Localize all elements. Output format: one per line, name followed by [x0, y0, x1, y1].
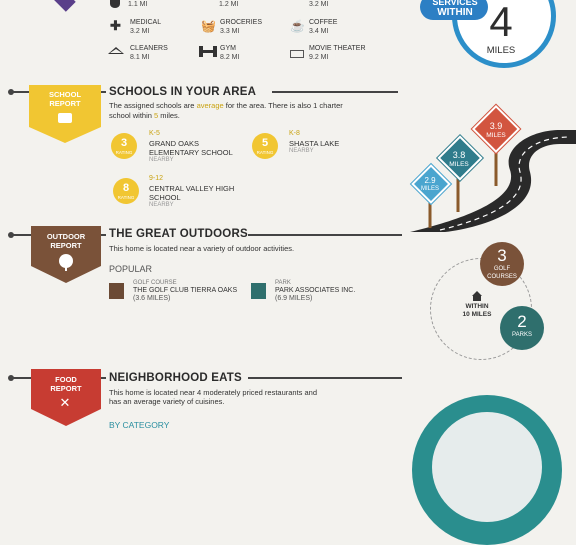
- services-within-label-2: WITHIN: [437, 7, 473, 18]
- outdoor-within-label: WITHIN: [465, 303, 489, 310]
- outdoor-rule-right: [248, 234, 402, 236]
- outdoor-description: This home is located near a variety of outdoor activities.: [109, 244, 295, 253]
- movie-ticket-icon: [290, 50, 304, 58]
- dumbbell-icon-right: [213, 46, 217, 57]
- school-grade-2: K-8: [289, 130, 300, 137]
- school-description: The assigned schools are average for the area. There is also 1 charter school within 5 miles.: [109, 101, 343, 120]
- school-badge-line2: REPORT: [49, 99, 81, 108]
- food-description-2: has an average variety of cuisines.: [109, 397, 225, 406]
- services-row1-value-1: 1.1 MI: [128, 1, 148, 8]
- school-nearby-3: NEARBY: [149, 202, 174, 208]
- distance-sign-3-8-unit: MILES: [449, 161, 469, 168]
- service-value-cleaners: 8.1 MI: [130, 54, 150, 61]
- service-label-movie-theater: MOVIE THEATER: [309, 45, 366, 52]
- outdoor-badge-line2: REPORT: [50, 241, 82, 250]
- services-row1-icon: [110, 0, 120, 8]
- food-rule-right: [248, 377, 402, 379]
- hanger-icon-inner: [110, 49, 122, 53]
- service-label-cleaners: CLEANERS: [130, 45, 168, 52]
- outdoor-popular-label: POPULAR: [109, 264, 153, 274]
- golf-icon: [109, 283, 124, 299]
- school-name-1b: ELEMENTARY SCHOOL: [149, 148, 233, 157]
- food-description-1: This home is located near 4 moderately priced restaurants and: [109, 388, 318, 397]
- service-label-groceries: GROCERIES: [220, 19, 263, 26]
- outdoor-section-title: THE GREAT OUTDOORS: [109, 228, 248, 240]
- outdoor-place-type-1: GOLF COURSE: [133, 280, 177, 286]
- services-within-label-1: SERVICES: [432, 0, 478, 7]
- school-name-3a: CENTRAL VALLEY HIGH: [149, 184, 235, 193]
- home-icon-body: [473, 296, 481, 301]
- food-category-chart-inner: [432, 412, 542, 522]
- distance-sign-2-9-num: 2.9: [424, 176, 436, 185]
- services-row1-value-2: 1.2 MI: [219, 1, 239, 8]
- school-nearby-2: NEARBY: [289, 148, 314, 154]
- golf-courses-label-2: COURSES: [487, 274, 517, 280]
- outdoor-place-name-1: THE GOLF CLUB TIERRA OAKS: [133, 287, 238, 294]
- distance-sign-3-9-num: 3.9: [489, 121, 503, 131]
- school-grade-3: 9-12: [149, 175, 164, 182]
- grocery-basket-icon: 🧺: [201, 19, 216, 33]
- school-name-3b: SCHOOL: [149, 193, 181, 202]
- outdoor-badge-line1: OUTDOOR: [46, 232, 86, 241]
- outdoor-place-dist-1: (3.6 MILES): [133, 295, 171, 302]
- service-value-coffee: 3.4 MI: [309, 28, 329, 35]
- parks-label: PARKS: [512, 332, 532, 338]
- food-section-title: NEIGHBORHOOD EATS: [109, 372, 242, 384]
- school-grade-1: K-5: [149, 130, 160, 137]
- services-within-unit: MILES: [486, 45, 516, 56]
- fork-knife-icon: ✕: [59, 395, 71, 410]
- school-rating-badge-2: 5 RATING: [252, 133, 278, 159]
- school-rule-right: [272, 91, 398, 93]
- school-nearby-1: NEARBY: [149, 157, 174, 163]
- service-label-coffee: COFFEE: [309, 19, 338, 26]
- outdoor-within-distance: 10 MILES: [462, 311, 492, 318]
- service-label-gym: GYM: [220, 45, 236, 52]
- tree-icon-trunk: [65, 266, 67, 271]
- food-badge-line2: REPORT: [50, 384, 82, 393]
- distance-sign-3-8-num: 3.8: [452, 150, 466, 160]
- service-value-gym: 8.2 MI: [220, 54, 240, 61]
- medical-cross-icon: ✚: [110, 18, 121, 33]
- outdoor-place-name-2: PARK ASSOCIATES INC.: [275, 287, 356, 294]
- service-label-medical: MEDICAL: [130, 19, 162, 26]
- golf-courses-number: 3: [497, 246, 507, 265]
- service-value-movie-theater: 9.2 MI: [309, 54, 329, 61]
- school-report-badge-point: [29, 127, 101, 143]
- dumbbell-icon-left: [199, 46, 203, 57]
- coffee-cup-icon: ☕: [290, 19, 305, 33]
- school-badge-line1: SCHOOL: [48, 90, 82, 99]
- outdoor-place-type-2: PARK: [275, 280, 291, 286]
- school-name-1a: GRAND OAKS: [149, 139, 200, 148]
- distance-sign-3-9-unit: MILES: [486, 132, 506, 139]
- park-icon: [251, 283, 266, 299]
- distance-sign-2-9-unit: MILES: [420, 186, 439, 192]
- outdoor-place-dist-2: (6.9 MILES): [275, 295, 313, 302]
- services-badge-fragment: [50, 0, 75, 12]
- food-badge-line1: FOOD: [55, 375, 77, 384]
- school-name-2a: SHASTA LAKE: [289, 139, 340, 148]
- school-rating-badge-1: 3 RATING: [111, 133, 137, 159]
- food-by-category-label: BY CATEGORY: [109, 420, 170, 430]
- services-row1-value-3: 3.2 MI: [309, 1, 329, 8]
- school-book-icon: [58, 113, 72, 123]
- school-section-title: SCHOOLS IN YOUR AREA: [109, 86, 257, 98]
- school-rating-badge-3: 8 RATING: [113, 178, 139, 204]
- services-within-number: 4: [489, 0, 513, 45]
- food-report-badge-point: [31, 409, 101, 426]
- golf-courses-label-1: GOLF: [493, 266, 511, 272]
- service-value-groceries: 3.3 MI: [220, 28, 240, 35]
- parks-number: 2: [517, 312, 527, 331]
- service-value-medical: 3.2 MI: [130, 28, 150, 35]
